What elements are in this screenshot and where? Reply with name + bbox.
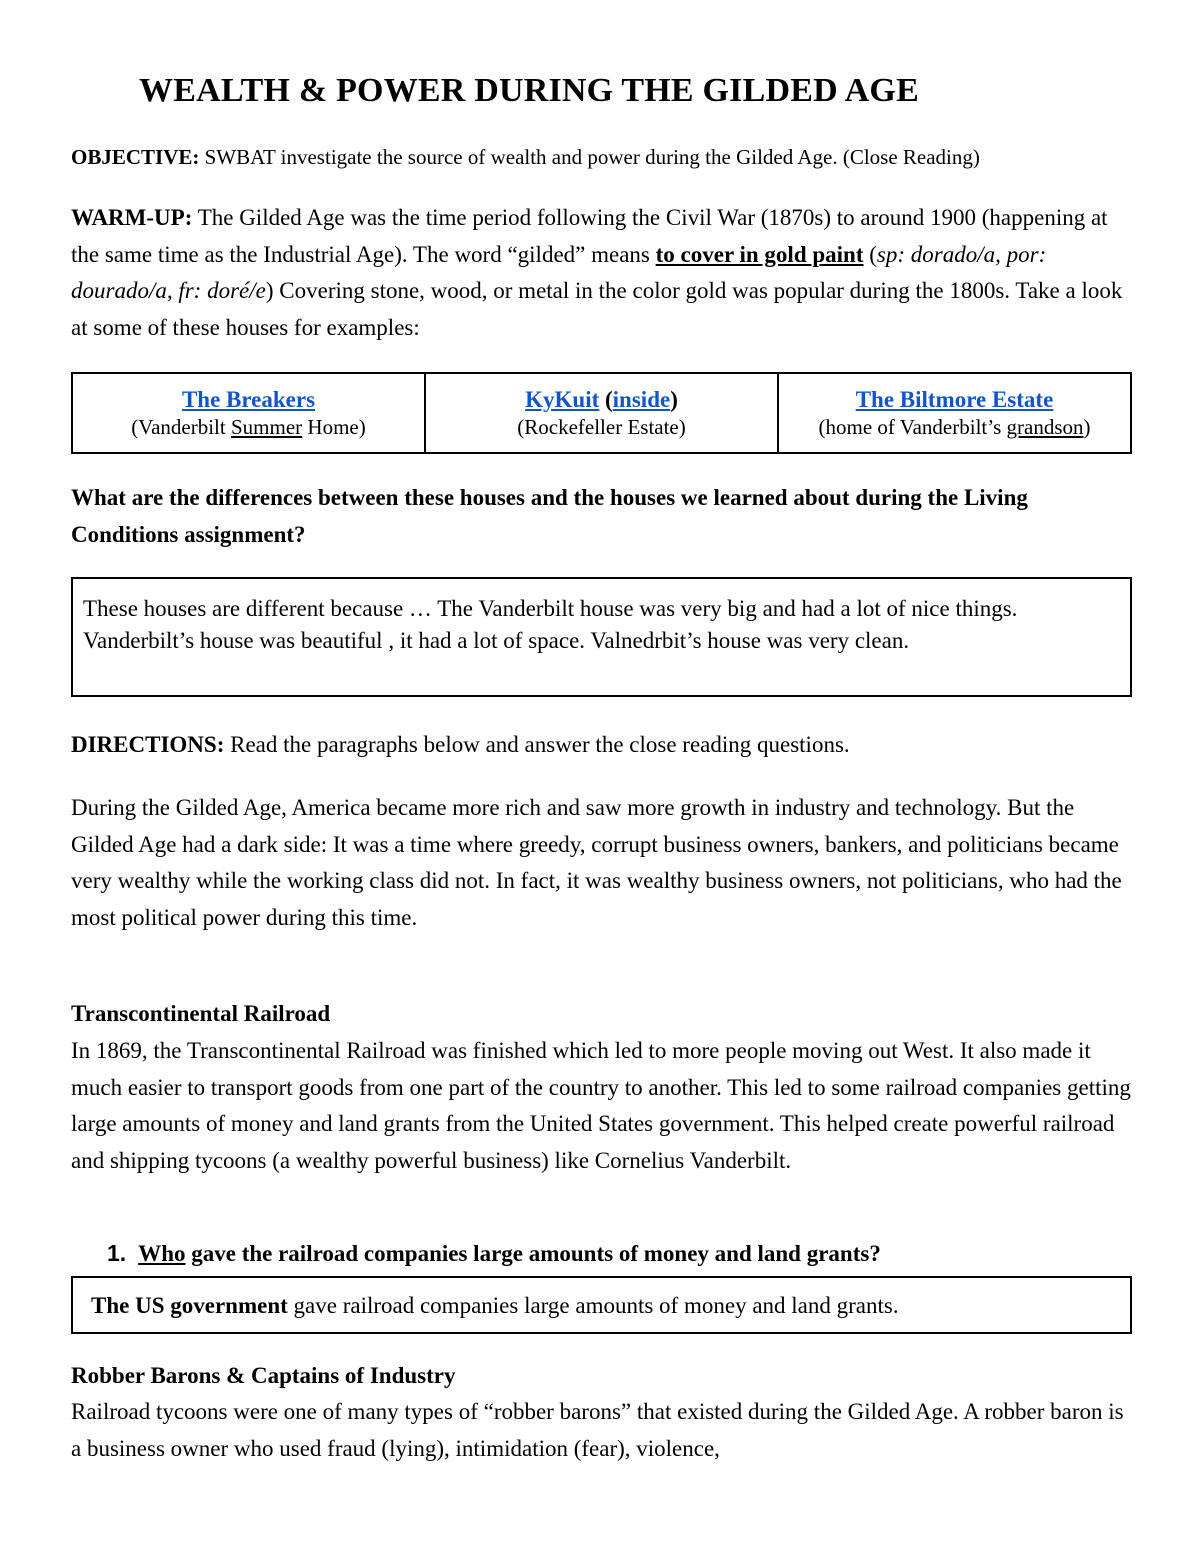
page-title: WEALTH & POWER DURING THE GILDED AGE <box>139 72 919 109</box>
kykuit-heading: KyKuit (inside) <box>525 387 678 412</box>
directions-text: Read the paragraphs below and answer the close reading questions. <box>224 732 850 757</box>
question-differences: What are the differences between these houses and the houses we learned about during the Living Conditions assignment? <box>71 485 1028 547</box>
house-cell-kykuit <box>425 373 778 453</box>
directions <box>71 727 1131 764</box>
warmup-text-2: ( <box>863 241 877 267</box>
house-desc-biltmore: (home of Vanderbilt’s grandson) <box>818 415 1091 439</box>
question-1-keyword: Who <box>138 1241 186 1266</box>
robber-barons-heading: Robber Barons & Captains of Industry <box>71 1363 456 1388</box>
answer-1-text: The US government gave railroad companies large amounts of money and land grants. <box>91 1293 899 1318</box>
answer-box-question-1[interactable] <box>71 1276 1132 1334</box>
gilded-definition: to cover in gold paint <box>655 241 864 267</box>
house-cell-breakers <box>72 373 425 453</box>
warmup-label: WARM-UP: <box>71 205 193 230</box>
houses-table <box>71 372 1132 454</box>
question-1-text: gave the railroad companies large amounts of money and land grants? <box>185 1241 881 1266</box>
railroad-paragraph: In 1869, the Transcontinental Railroad was finished which led to more people moving out West. It also made it much easier to transport goods from one part of the country to another. This led to some railroad companies getting large amounts of money and land grants from the United States government. This helped create powerful railroad and shipping tycoons (a wealthy powerful business) like Cornelius Vanderbilt. <box>71 1038 1131 1173</box>
question-1-number: 1. <box>107 1240 127 1266</box>
railroad-heading: Transcontinental Railroad <box>71 1001 331 1026</box>
house-cell-biltmore <box>778 373 1131 453</box>
house-desc-kykuit: (Rockefeller Estate) <box>517 415 686 439</box>
link-biltmore-estate[interactable]: The Biltmore Estate <box>855 387 1054 412</box>
objective-text: SWBAT investigate the source of wealth and power during the Gilded Age. (Close Reading) <box>199 145 980 169</box>
directions-label: DIRECTIONS: <box>71 732 225 757</box>
objective <box>71 145 980 170</box>
link-the-breakers[interactable]: The Breakers <box>181 387 316 412</box>
link-kykuit[interactable]: KyKuit <box>525 387 600 412</box>
objective-label: OBJECTIVE: <box>71 145 200 169</box>
warmup-text-1: The Gilded Age was the time period following the Civil War (1870s) to around 1900 (happening at the same time as the Industrial Age). The word “gilded” means <box>71 205 1108 267</box>
house-desc-breakers: (Vanderbilt Summer Home) <box>131 415 366 439</box>
warmup-text-3: ) Covering stone, wood, or metal in the color gold was popular during the 1800s. Take a look at some of these houses for examples: <box>71 278 1123 340</box>
answer-differences-text: These houses are different because … The Vanderbilt house was very big and had a lot of nice things. Vanderbilt’s house was beautiful , it had a lot of space. Valnedrbit’s house was very clean. <box>83 596 1018 653</box>
warmup-paragraph <box>71 200 1131 346</box>
question-1 <box>107 1240 881 1267</box>
intro-paragraph: During the Gilded Age, America became more rich and saw more growth in industry and technology. But the Gilded Age had a dark side: It was a time where greedy, corrupt business owners, bankers, and politicians became very wealthy while the working class did not. In fact, it was wealthy business owners, not politicians, who had the most political power during this time. <box>71 795 1122 930</box>
answer-box-differences[interactable] <box>71 577 1132 697</box>
link-kykuit-inside[interactable]: inside <box>612 387 671 412</box>
translations: sp: dorado/a, por: dourado/a, fr: doré/e <box>71 241 1047 304</box>
robber-barons-paragraph: Railroad tycoons were one of many types of “robber barons” that existed during the Gilded Age. A robber baron is a business owner who used fraud (lying), intimidation (fear), violence, <box>71 1399 1124 1461</box>
